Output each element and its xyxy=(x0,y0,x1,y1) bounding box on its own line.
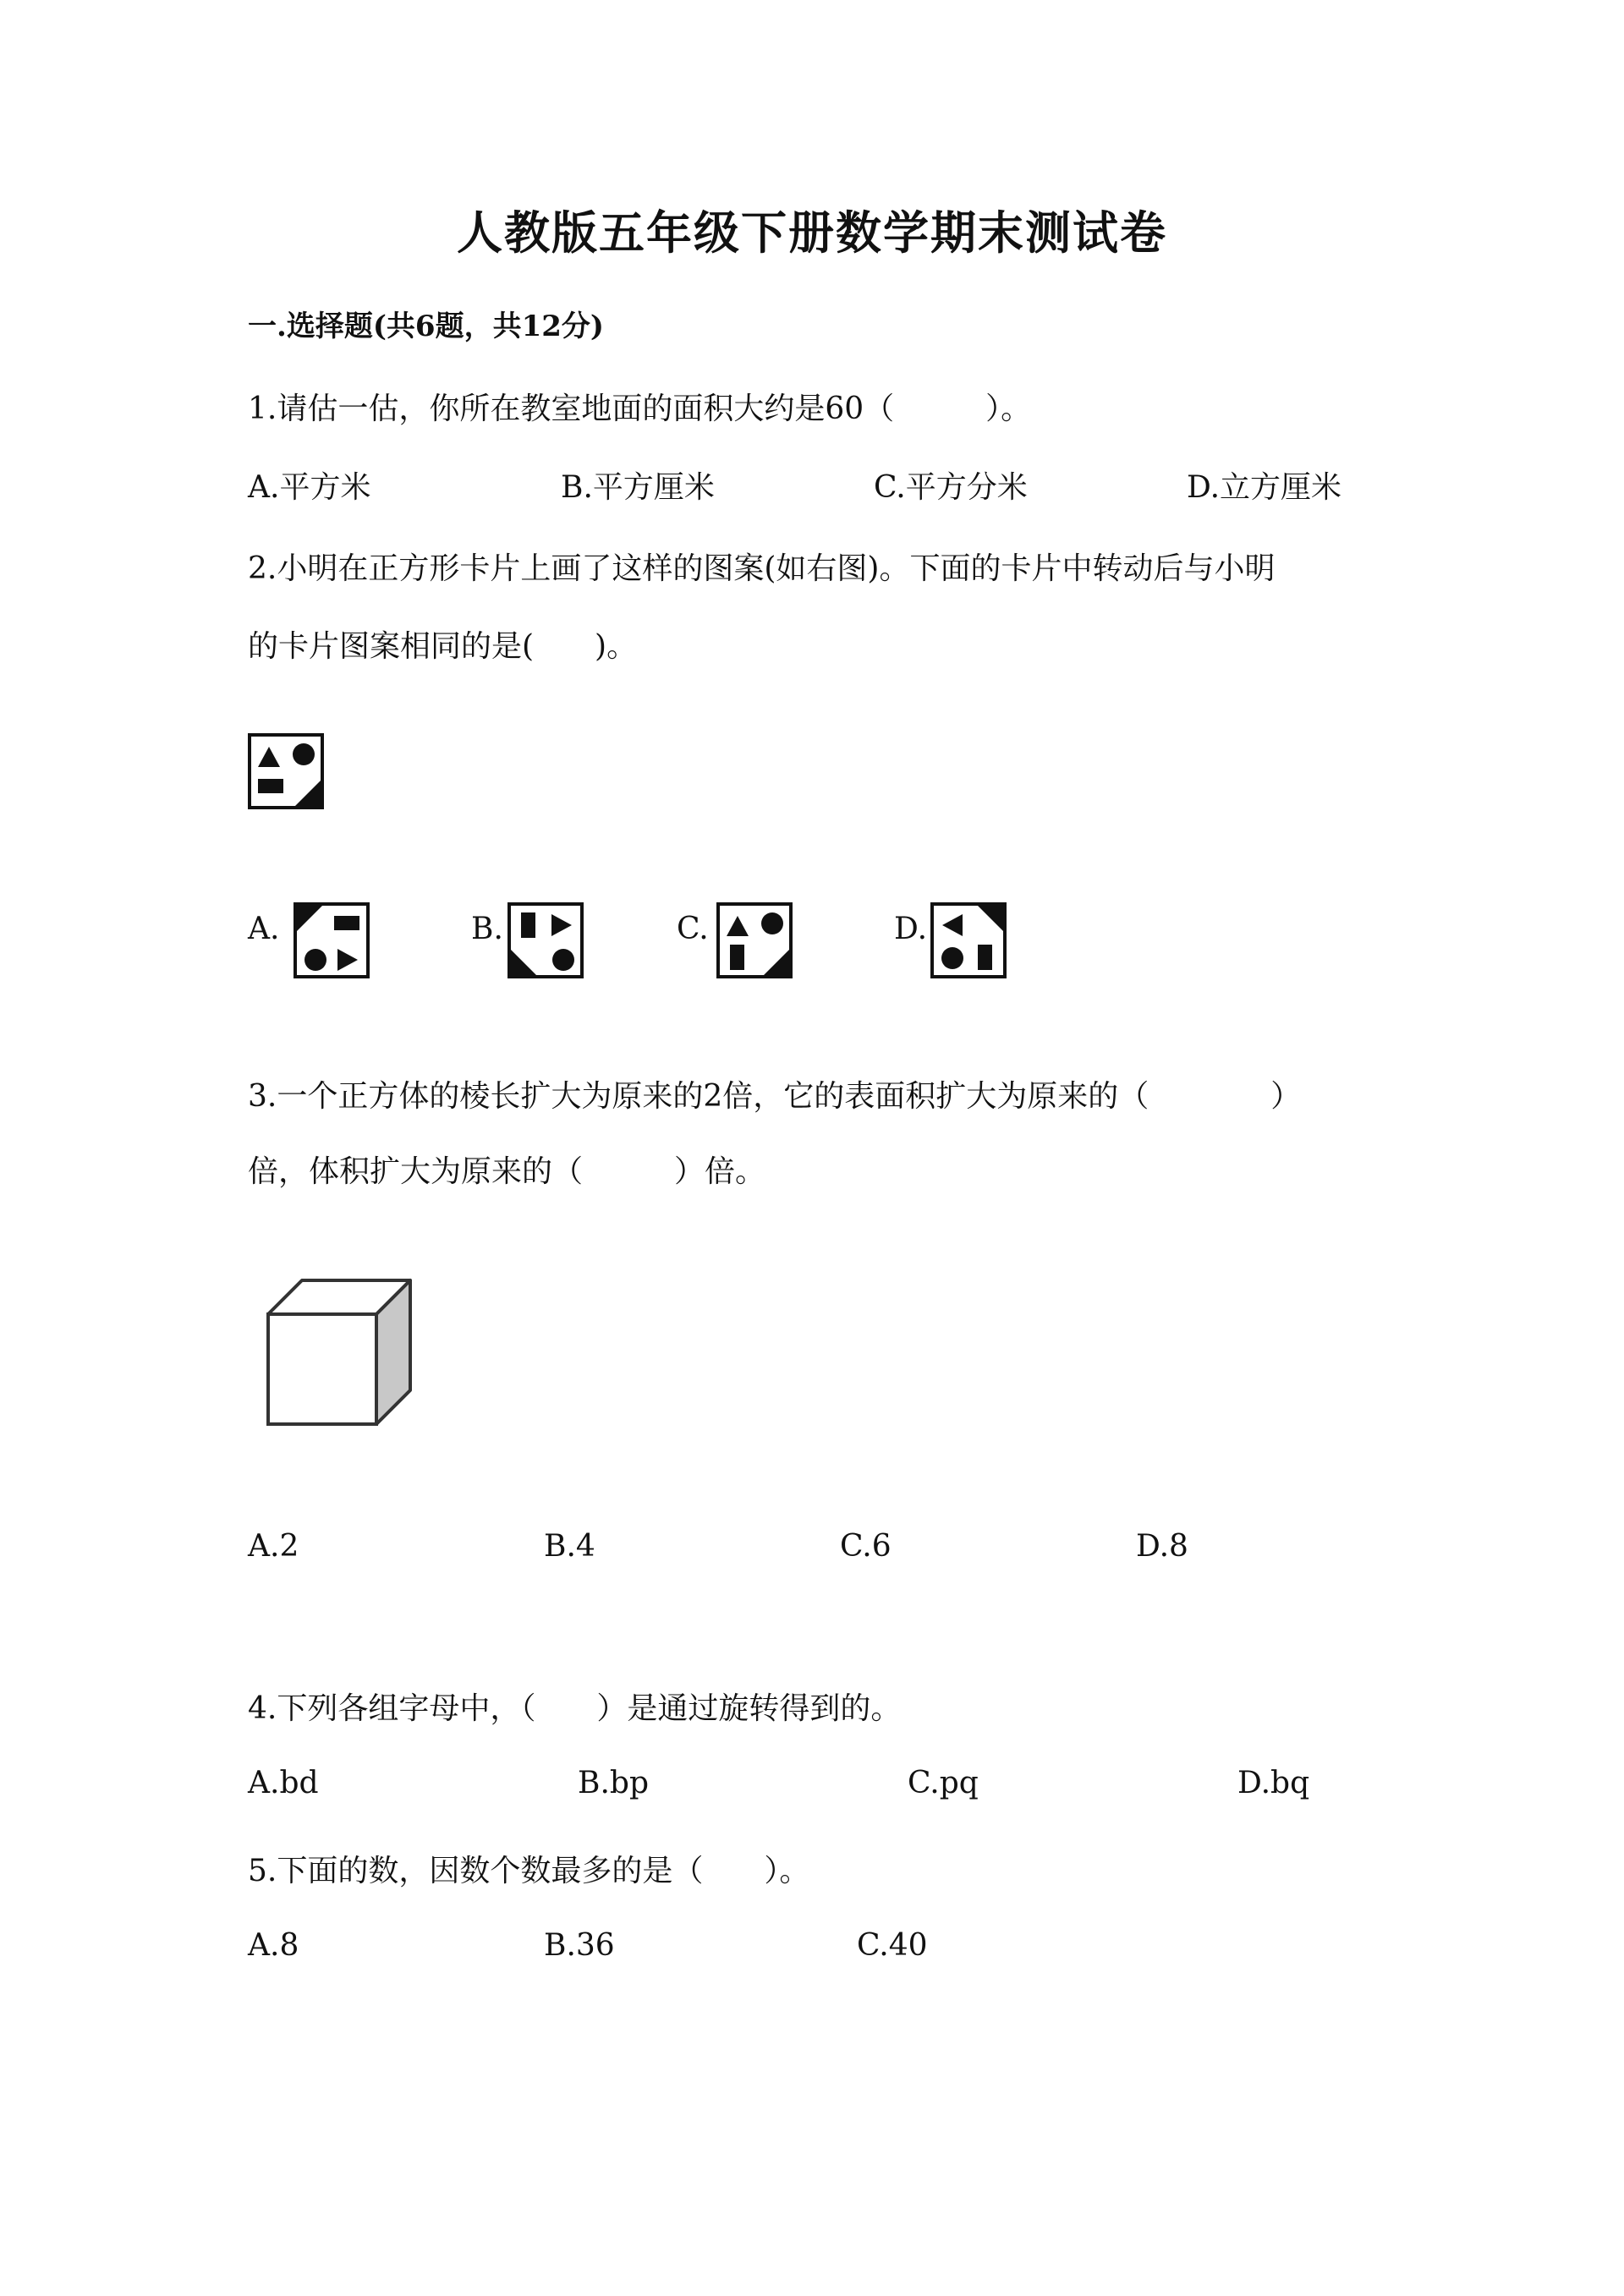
q2-option-b-label[interactable]: B. xyxy=(471,912,503,946)
q3-option-d[interactable]: D.8 xyxy=(1136,1529,1188,1564)
cube-figure xyxy=(265,1275,417,1427)
q1-option-b[interactable]: B.平方厘米 xyxy=(561,470,715,505)
q2-option-a-card[interactable] xyxy=(294,902,370,978)
question-3-line-2: 倍，体积扩大为原来的（ ）倍。 xyxy=(248,1154,766,1189)
q2-option-c-card[interactable] xyxy=(716,902,793,978)
q2-option-d-label[interactable]: D. xyxy=(894,912,928,946)
q4-option-c[interactable]: C.pq xyxy=(908,1766,979,1800)
q5-option-c[interactable]: C.40 xyxy=(857,1928,928,1963)
q3-option-c[interactable]: C.6 xyxy=(840,1529,892,1564)
question-3-line-1: 3.一个正方体的棱长扩大为原来的2倍，它的表面积扩大为原来的（ ） xyxy=(248,1079,1302,1114)
q5-option-a[interactable]: A.8 xyxy=(248,1928,299,1963)
question-2-line-1: 2.小明在正方形卡片上画了这样的图案(如右图)。下面的卡片中转动后与小明 xyxy=(248,551,1276,586)
q4-option-b[interactable]: B.bp xyxy=(578,1766,649,1800)
page-title: 人教版五年级下册数学期末测试卷 xyxy=(457,205,1167,260)
question-4-text: 4.下列各组字母中，（ ）是通过旋转得到的。 xyxy=(248,1691,902,1726)
q4-option-a[interactable]: A.bd xyxy=(248,1766,319,1800)
q1-option-a[interactable]: A.平方米 xyxy=(248,470,371,505)
question-2-line-2: 的卡片图案相同的是( )。 xyxy=(248,629,638,664)
q1-option-c[interactable]: C.平方分米 xyxy=(874,470,1028,505)
q1-option-d[interactable]: D.立方厘米 xyxy=(1187,470,1342,505)
q2-option-b-card[interactable] xyxy=(508,902,584,978)
q2-option-d-card[interactable] xyxy=(930,902,1007,978)
q3-option-a[interactable]: A.2 xyxy=(248,1529,299,1564)
q3-option-b[interactable]: B.4 xyxy=(544,1529,595,1564)
q4-option-d[interactable]: D.bq xyxy=(1237,1766,1310,1800)
section-heading: 一.选择题(共6题，共12分) xyxy=(248,310,604,343)
question-1-text: 1.请估一估，你所在教室地面的面积大约是60（ ）。 xyxy=(248,392,1032,426)
q5-option-b[interactable]: B.36 xyxy=(544,1928,615,1963)
q2-option-a-label[interactable]: A. xyxy=(248,912,280,946)
q2-option-c-label[interactable]: C. xyxy=(677,912,709,946)
question-5-text: 5.下面的数，因数个数最多的是（ ）。 xyxy=(248,1854,810,1888)
reference-card-figure xyxy=(248,733,324,809)
